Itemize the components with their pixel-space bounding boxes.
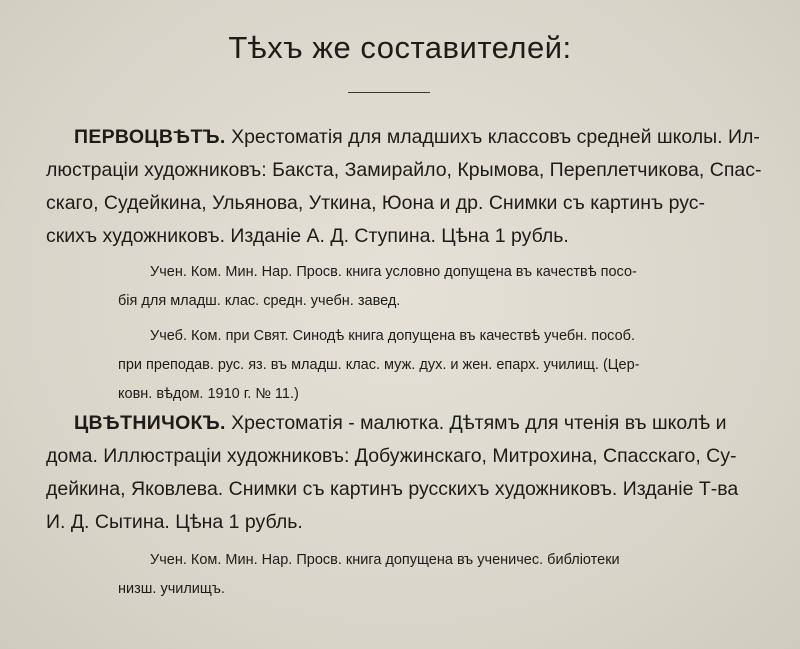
page-title: Тѣхъ же составителей: <box>228 30 572 65</box>
book1-approval-note: Учен. Ком. Мин. Нар. Просв. книга условно допущена въ качествѣ посо- <box>150 264 637 280</box>
book1-synod-note: ковн. вѣдом. 1910 г. № 11.) <box>118 386 299 402</box>
book2-approval-note: низш. училищъ. <box>118 581 225 597</box>
book1-approval-note: бія для младш. клас. средн. учебн. завед. <box>118 293 401 309</box>
book1-first-line <box>74 126 760 149</box>
book2-desc-line: И. Д. Сытина. Цѣна 1 рубль. <box>46 511 303 533</box>
book2-desc-line: Хрестоматія - малютка. Дѣтямъ для чтенія въ школѣ и <box>231 412 727 434</box>
book1-title: ПЕРВОЦВѢТЪ. <box>74 126 226 148</box>
book1-desc-line: скихъ художниковъ. Изданіе А. Д. Ступина. Цѣна 1 рубль. <box>46 225 569 247</box>
title-divider <box>348 92 430 93</box>
book1-desc-line: скаго, Судейкина, Ульянова, Уткина, Юона и др. Снимки съ картинъ рус- <box>46 192 706 214</box>
book2-approval-note: Учен. Ком. Мин. Нар. Просв. книга допущена въ ученичес. библіотеки <box>150 552 620 568</box>
book1-synod-note: Учеб. Ком. при Свят. Синодѣ книга допущена въ качествѣ учебн. пособ. <box>150 328 635 344</box>
book2-title: ЦВѢТНИЧОКЪ. <box>74 412 226 434</box>
book2-desc-line: дома. Иллюстраціи художниковъ: Добужинскаго, Митрохина, Спасскаго, Су- <box>46 445 737 467</box>
book2-desc-line: дейкина, Яковлева. Снимки съ картинъ русскихъ художниковъ. Изданіе Т-ва <box>46 478 739 500</box>
book2-first-line <box>74 412 726 435</box>
book1-synod-note: при преподав. рус. яз. въ младш. клас. муж. дух. и жен. епарх. училищ. (Цер- <box>118 357 640 373</box>
book1-desc-line: люстраціи художниковъ: Бакста, Замирайло, Крымова, Переплетчикова, Спас- <box>46 159 762 181</box>
book1-desc-line: Хрестоматія для младшихъ классовъ средней школы. Ил- <box>231 126 760 148</box>
